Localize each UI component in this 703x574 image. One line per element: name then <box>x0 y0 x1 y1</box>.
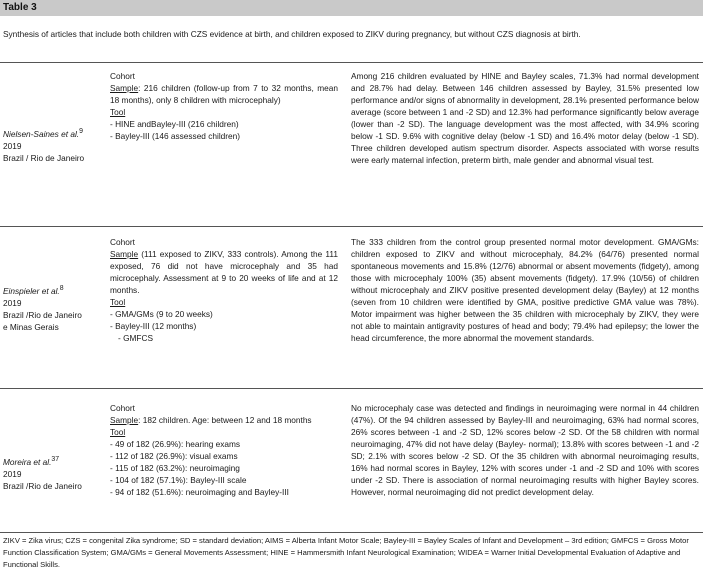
table-title-bar <box>0 0 703 16</box>
table-caption: Synthesis of articles that include both children with CZS evidence at birth, and children exposed to ZIKV during pregnancy, but without CZS diagnosis at birth. <box>3 29 581 39</box>
tool-item: - Bayley-III (12 months) <box>110 321 197 331</box>
cohort-heading: Cohort <box>110 237 135 247</box>
study-authors: Nielsen-Saines et al. <box>3 128 80 139</box>
study-authors: Moreira et al. <box>3 456 52 467</box>
tool-item: - 49 of 182 (26.9%): hearing exams <box>110 439 241 449</box>
table-row <box>0 236 703 386</box>
study-cell <box>3 454 98 492</box>
tool-label: Tool <box>110 427 126 437</box>
study-year: 2019 <box>3 297 22 308</box>
table-row <box>0 70 703 230</box>
study-cell <box>3 126 98 164</box>
reference-number: 9 <box>79 128 83 135</box>
results-cell: No microcephaly case was detected and findings in neuroimaging were normal in 44 children (47%). Of the 94 children assessed by Bayley-III and neuroimaging, 63% had normal scores, 26% scores between -1 and -2 SD, 12% scores below -2 SD. Of the 58 children with normal neuroimaging, 47% did not have delay (Bayley- normal); 13.8% with scores between -1 and -2 SD; 2.1% with scores below -2 SD. Of the 35 children with abnormal neuroimaging results, 16% had normal scores in Bayley, 12% with scores under -1 and -2 SD and 10% with scores under -2 SD. There is association of normal neuroimaging results with higher Bayley scores. However, normal neuroimaging did not predict development delay. <box>351 403 699 497</box>
table-title: Table 3 <box>3 2 37 13</box>
tool-item: - Bayley-III (146 assessed children) <box>110 131 241 141</box>
tool-item: - 94 of 182 (51.6%): neuroimaging and Bayley-III <box>110 487 289 497</box>
tool-item: - 115 of 182 (63.2%): neuroimaging <box>110 463 240 473</box>
study-location: Brazil /Rio de Janeiro <box>3 480 82 491</box>
tool-label: Tool <box>110 297 126 307</box>
sample-label: Sample <box>110 249 139 259</box>
table-row <box>0 402 703 532</box>
tool-item: - 112 of 182 (26.9%): visual exams <box>110 451 238 461</box>
study-cell <box>3 283 98 333</box>
method-cell <box>110 236 338 344</box>
row-rule <box>0 388 703 389</box>
tool-item: - GMA/GMs (9 to 20 weeks) <box>110 309 213 319</box>
table-footnote: ZIKV = Zika virus; CZS = congenital Zika syndrome; SD = standard deviation; AIMS = Alberta Infant Motor Scale; Bayley-III = Bayley Scales of Infant and Development – 3rd edition; GMFCS = Gross Motor Function Classification System; GMA/GMs = General Movements Assessment; HINE = Hammersmith Infant Neurological Examination; WIDEA = Warner Initial Developmental Evaluation of Adaptive and Functional Skills. <box>3 536 689 569</box>
sample-label: Sample <box>110 83 139 93</box>
row-rule <box>0 226 703 227</box>
results-cell: The 333 children from the control group presented normal motor development. GMA/GMs: children exposed to ZIKV and without microcephaly, 84.2% (64/76) presented normal spontaneous movements and 15.8% (12/76) abnormal or absent movements (fidgety), among those with microcephaly 100% (35) absent movements (fidgety). 17.9% (10/56) of children without microcephaly and ZIKV positive presented development delay (Bayley) at 12 months (seven from 10 children were identified by GMA, positive predictive GMA value was 78%). Motor impairment was higher between the 35 children with microcephaly by ZIKV, they were not able to maintain antigravity postures of head and body; 79.4% had epilepsy; the lower the head circumference, the more abnormal the movement standards. <box>351 237 699 343</box>
sample-text: (111 exposed to ZIKV, 333 controls). Among the 111 exposed, 76 did not have microcephaly and 35 had microcephaly. Assessment at 9 to 20 weeks of life and at 12 months. <box>110 249 338 295</box>
method-cell <box>110 70 338 142</box>
reference-number: 8 <box>59 285 64 292</box>
study-year: 2019 <box>3 468 22 479</box>
sample-text: : 182 children. Age: between 12 and 18 months <box>138 415 312 425</box>
cohort-heading: Cohort <box>110 403 135 413</box>
header-rule <box>0 62 703 63</box>
tool-item: - GMFCS <box>118 333 154 343</box>
footer-rule <box>0 532 703 533</box>
method-cell <box>110 402 338 498</box>
reference-number: 37 <box>51 456 60 463</box>
sample-text: : 216 children (follow-up from 7 to 32 months, mean 18 months), only 8 children with microcephaly) <box>110 83 338 105</box>
tool-item: - HINE andBayley-III (216 children) <box>110 119 239 129</box>
cohort-heading: Cohort <box>110 71 135 81</box>
study-location: e Minas Gerais <box>3 321 59 332</box>
sample-label: Sample <box>110 415 139 425</box>
tool-item: - 104 of 182 (57.1%): Bayley-III scale <box>110 475 247 485</box>
study-authors: Einspieler et al. <box>3 285 60 296</box>
study-year: 2019 <box>3 140 22 151</box>
tool-label: Tool <box>110 107 126 117</box>
results-cell: Among 216 children evaluated by HINE and Bayley scales, 71.3% had normal development and 28.7% had delay. Between 146 children assessed by Bayley, 31.5% presented low performance and/or signs of abnormality in development, 28.1% presented performance below average (score between 1 and -2 SD) and 12.3% had performance significantly below average (lower than -2 SD). The language development was the most affected, with 34.9% scoring below -1 SD. 9.6% with cognitive delay (below -1 SD) and 16.4% motor delay (below -1 SD). Three children developed autism spectrum disorder. Aspects associated with worse results were early maternal infection, preterm birth, male gender and abnormal visual test. <box>351 71 699 165</box>
study-location: Brazil /Rio de Janeiro <box>3 309 82 320</box>
study-location: Brazil / Rio de Janeiro <box>3 152 85 163</box>
